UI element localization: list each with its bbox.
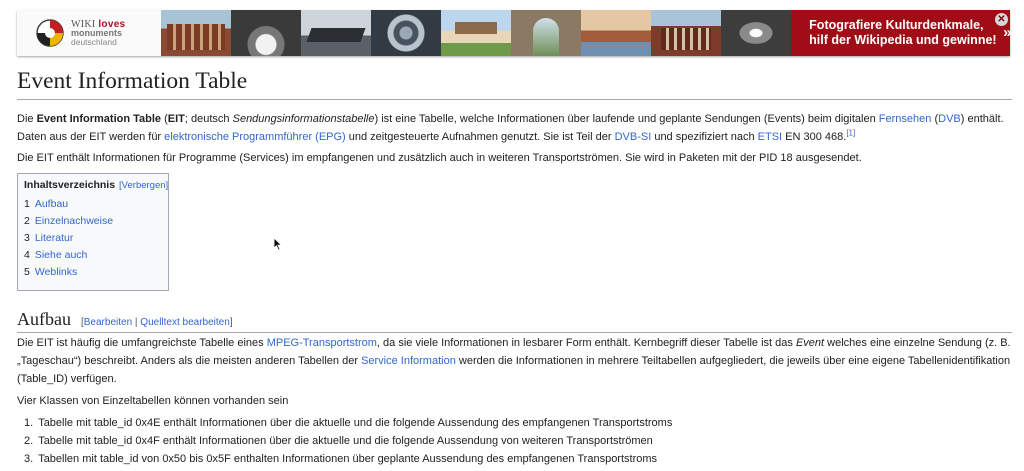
toc-item[interactable]: 5 Weblinks [24, 264, 162, 281]
link-dvb-si[interactable]: DVB-SI [614, 131, 652, 143]
wlm-banner[interactable] [17, 10, 1010, 56]
toc-link-weblinks[interactable]: Weblinks [34, 266, 78, 278]
toc-item[interactable]: 4 Siehe auch [24, 247, 162, 264]
section-heading-aufbau [17, 308, 1012, 333]
toc-item[interactable]: 1 Aufbau [24, 196, 162, 213]
second-paragraph: Die EIT enthält Informationen für Programme (Services) im empfangenen und zusätzlich auch in weiteren Transportströmen. Sie wird in Paketen mit der PID 18 ausgesendet. [17, 152, 862, 164]
banner-photo-ship [301, 10, 371, 56]
banner-photo-tunnel [721, 10, 791, 56]
wlm-logo[interactable] [17, 10, 161, 56]
table-of-contents [17, 173, 169, 291]
section-edit-links: [Bearbeiten | Quelltext bearbeiten] [80, 317, 233, 328]
toc-link-aufbau[interactable]: Aufbau [34, 198, 69, 210]
intro-paragraph: Die Event Information Table (EIT; deutsch Sendungsinformationstabelle) ist eine Tabelle, welche Informationen über laufende und geplante Sendungen (Events) beim digitalen Fernsehen (DVB) enthält. Daten aus der EIT werden für elektronische Programmführer (EPG) und zeitgesteuerte Aufnahmen genutzt. Sie ist Teil der DVB-SI und spezifiziert nach ETSI EN 300 468.[1] [17, 113, 1004, 143]
edit-source-link[interactable]: Quelltext bearbeiten [140, 317, 230, 328]
wlm-logo-icon [35, 18, 65, 48]
banner-photo-gabled-house [651, 10, 721, 56]
link-service-information[interactable]: Service Information [361, 355, 456, 367]
banner-photo-riverside [581, 10, 651, 56]
logo-country-text: deutschland [71, 36, 117, 47]
close-icon[interactable]: ✕ [995, 13, 1008, 26]
banner-photo-dome [371, 10, 441, 56]
banner-photo-vault [231, 10, 301, 56]
classes-intro: Vier Klassen von Einzeltabellen können vorhanden sein [17, 395, 289, 407]
list-item: 3. Tabellen mit table_id von 0x50 bis 0x5F enthalten Informationen über geplante Aussendung des empfangenen Transportstroms [24, 453, 658, 465]
reference-1[interactable]: [1] [846, 128, 856, 138]
cta-line-2: hilf der Wikipedia und gewinne! [809, 33, 997, 47]
page-title: Event Information Table [17, 66, 1012, 100]
banner-call-to-action[interactable] [791, 10, 1010, 56]
banner-photo-brick-building [161, 10, 231, 56]
toc-title: Inhaltsverzeichnis [24, 179, 116, 191]
banner-photo-strip [161, 10, 791, 56]
logo-monuments-text: monuments [71, 27, 123, 38]
double-chevron-right-icon[interactable]: » [1003, 24, 1012, 41]
toc-link-einzelnachweise[interactable]: Einzelnachweise [34, 215, 114, 227]
cta-line-1: Fotografiere Kulturdenkmale, [809, 18, 984, 32]
mouse-cursor-icon [273, 237, 283, 251]
banner-photo-palace [441, 10, 511, 56]
table-classes-list [24, 414, 672, 468]
edit-section-link[interactable]: Bearbeiten [83, 317, 133, 328]
toc-item[interactable]: 2 Einzelnachweise [24, 213, 162, 230]
link-dvb[interactable]: DVB [938, 113, 961, 125]
toc-item[interactable]: 3 Literatur [24, 230, 162, 247]
section-title: Aufbau [17, 309, 71, 329]
list-item: 2. Tabelle mit table_id 0x4F enthält Informationen über die aktuelle und die folgende Aussendung von weiteren Transportströmen [24, 435, 653, 447]
toc-link-siehe-auch[interactable]: Siehe auch [34, 249, 88, 261]
toc-link-literatur[interactable]: Literatur [34, 232, 74, 244]
list-item: 1. Tabelle mit table_id 0x4E enthält Informationen über die aktuelle und die folgende Aussendung des empfangenen Transportstroms [24, 417, 673, 429]
aufbau-paragraph: Die EIT ist häufig die umfangreichste Tabelle eines MPEG-Transportstrom, da sie viele Informationen in lesbarer Form enthält. Kernbegriff dieser Tabelle ist das Event welches eine einzelne Sendung (z. B. „Tageschau“) beschreibt. Anders als die meisten anderen Tabellen der Service Information werden die Informationen in mehrere Teiltabellen aufgegliedert, die jeweils über eine eigene Tabellenidentifikation (Table_ID) verfügen. [17, 337, 1011, 385]
toc-toggle-button[interactable]: [Verbergen] [119, 180, 169, 191]
logo-wiki-text: WIKI loves [71, 18, 126, 30]
link-epg[interactable]: elektronische Programmführer (EPG) [164, 131, 346, 143]
link-fernsehen[interactable]: Fernsehen [878, 113, 932, 125]
banner-photo-arch [511, 10, 581, 56]
link-etsi[interactable]: ETSI [757, 131, 783, 143]
link-mpeg-transportstrom[interactable]: MPEG-Transportstrom [266, 337, 377, 349]
